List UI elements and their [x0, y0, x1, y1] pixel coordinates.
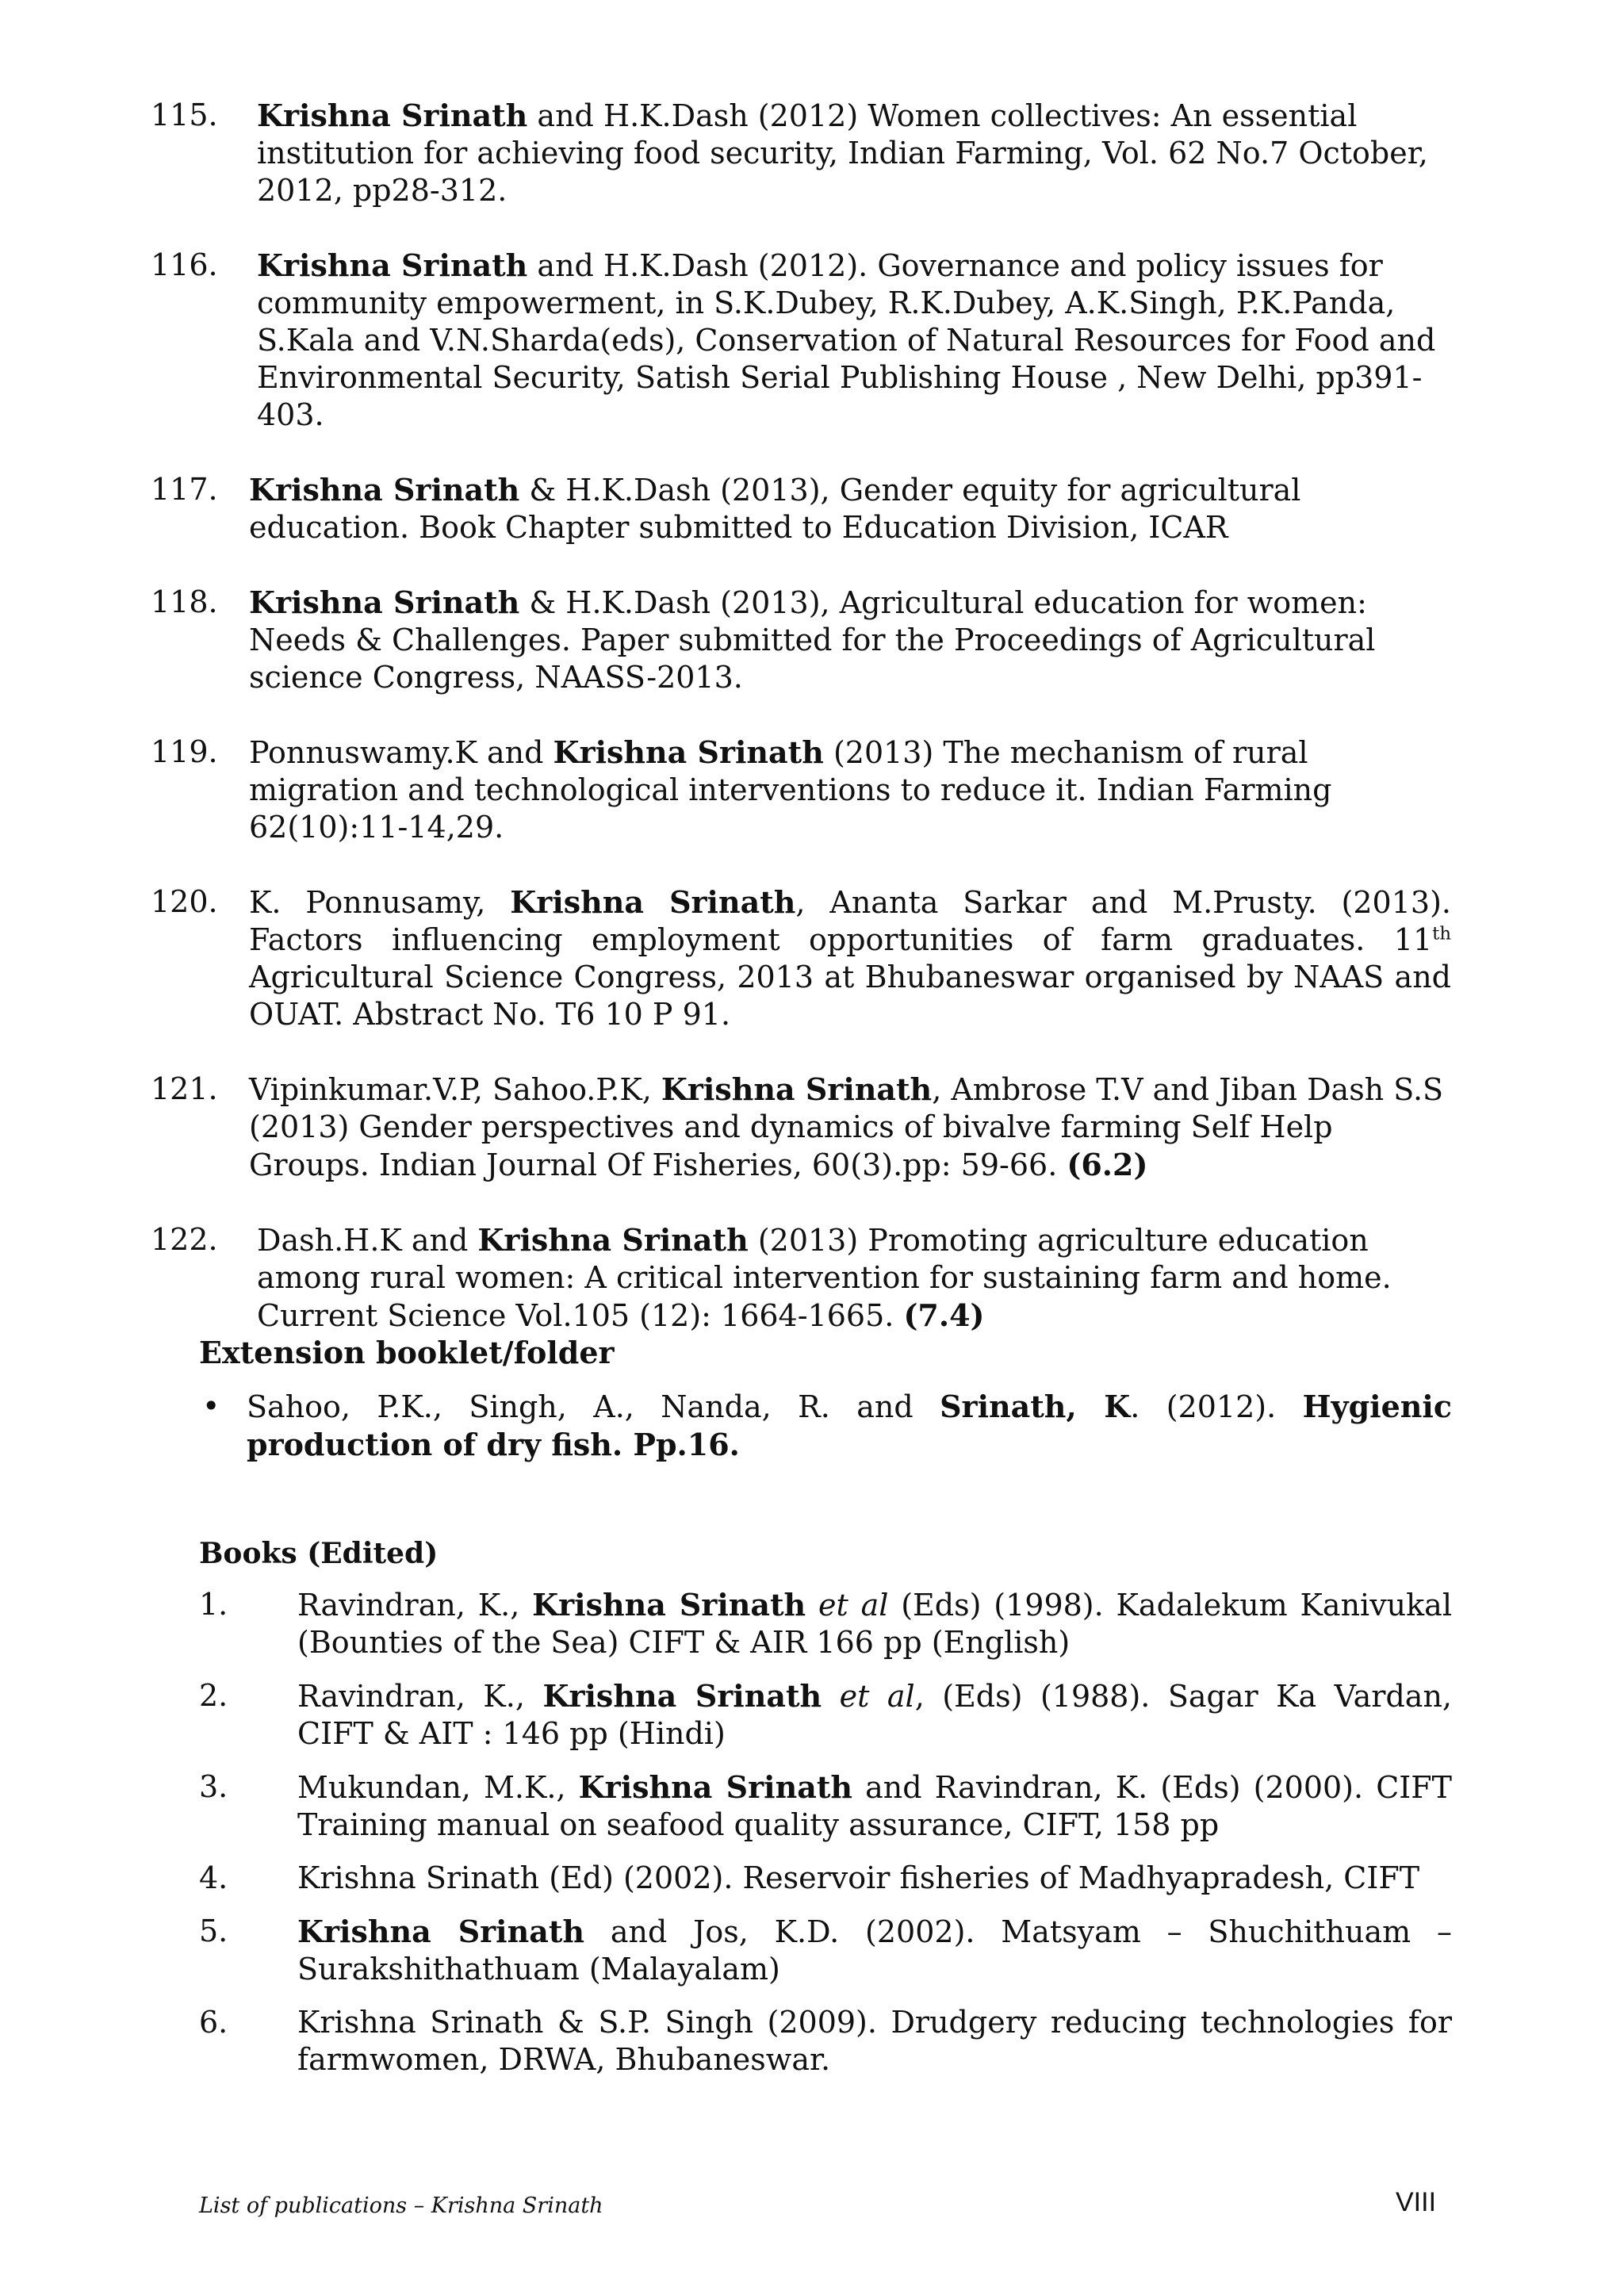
book-number: 3. [199, 1769, 228, 1804]
impact-factor: (6.2) [1067, 1147, 1148, 1182]
books-list [199, 1586, 1452, 2094]
author-name: Krishna Srinath [249, 584, 520, 620]
book-number: 2. [199, 1678, 228, 1713]
reference-number: 122. [151, 1222, 218, 1257]
book-item: 6. Krishna Srinath & S.P. Singh (2009). Drudgery reducing technologies for farmwomen, DRWA, Bhubaneswar. [199, 2005, 1452, 2077]
author-name: Krishna Srinath [297, 1914, 585, 1949]
author-name: Krishna Srinath [249, 472, 520, 508]
author-name: Krishna Srinath [477, 1222, 749, 1258]
reference-number: 121. [151, 1071, 218, 1106]
book-item: 4. Krishna Srinath (Ed) (2002). Reservoir fisheries of Madhyapradesh, CIFT [199, 1860, 1420, 1895]
reference-text: Krishna Srinath and H.K.Dash (2012). Governance and policy issues for community empowerment, in S.K.Dubey, R.K.Dubey, A.K.Singh, P.K.Panda, S.Kala and V.N.Sharda(eds), Conservation of Natural Resources for Food and Environmental Security, Satish Serial Publishing House , New Delhi, pp391-403. [257, 247, 1436, 432]
reference-item [151, 584, 1451, 696]
reference-text: Vipinkumar.V.P, Sahoo.P.K, Krishna Srinath, Ambrose T.V and Jiban Dash S.S (2013) Gender perspectives and dynamics of bivalve farming Self Help Groups. Indian Journal Of Fisheries, 60(3).pp: 59-66. (6.2) [249, 1071, 1444, 1182]
reference-number: 116. [151, 247, 218, 282]
reference-item [151, 1071, 1451, 1184]
reference-number: 115. [151, 98, 218, 132]
book-item: 2. Ravindran, K., Krishna Srinath et al, (Eds) (1988). Sagar Ka Vardan, CIFT & AIT : 146 pp (Hindi) [199, 1678, 1452, 1751]
author-name: Srinath, K [940, 1389, 1131, 1424]
reference-number: 118. [151, 584, 218, 619]
book-number: 1. [199, 1587, 228, 1622]
author-name: Krishna Srinath [257, 247, 528, 283]
book-number: 4. [199, 1860, 228, 1895]
reference-item [151, 247, 1451, 434]
reference-number: 119. [151, 734, 218, 769]
reference-item [151, 97, 1451, 209]
reference-text: Krishna Srinath & H.K.Dash (2013), Gender equity for agricultural education. Book Chapter submitted to Education Division, ICAR [249, 472, 1301, 545]
book-item: 5. Krishna Srinath and Jos, K.D. (2002). Matsyam – Shuchithuam – Surakshithathuam (Malayalam) [199, 1914, 1452, 1987]
book-item: 3. Mukundan, M.K., Krishna Srinath and Ravindran, K. (Eds) (2000). CIFT Training manual on seafood quality assurance, CIFT, 158 pp [199, 1769, 1452, 1842]
footer-caption: List of publications – Krishna Srinath [199, 2193, 603, 2218]
reference-number: 117. [151, 472, 218, 507]
book-item: 1. Ravindran, K., Krishna Srinath et al (Eds) (1998). Kadalekum Kanivukal (Bounties of the Sea) CIFT & AIR 166 pp (English) [199, 1587, 1452, 1660]
author-name: Krishna Srinath [532, 1587, 806, 1623]
extension-item: • Sahoo, P.K., Singh, A., Nanda, R. and Srinath, K. (2012). Hygienic production of dry fish. Pp.16. [202, 1389, 1452, 1462]
reference-item [151, 883, 1451, 1033]
reference-text: K. Ponnusamy, Krishna Srinath, Ananta Sarkar and M.Prusty. (2013). Factors influencing employment opportunities of farm graduates. 11th Agricultural Science Congress, 2013 at Bhubaneswar organised by NAAS and OUAT. Abstract No. T6 10 P 91. [249, 884, 1451, 1032]
book-number: 6. [199, 2005, 228, 2040]
reference-number: 120. [151, 884, 218, 919]
section-heading-extension: Extension booklet/folder [199, 1335, 615, 1370]
reference-text: Ponnuswamy.K and Krishna Srinath (2013) The mechanism of rural migration and technological interventions to reduce it. Indian Farming 62(10):11-14,29. [249, 734, 1332, 845]
reference-text: Krishna Srinath and H.K.Dash (2012) Women collectives: An essential institution for achieving food security, Indian Farming, Vol. 62 No.7 October, 2012, pp28-312. [257, 98, 1428, 208]
book-number: 5. [199, 1914, 228, 1948]
booklet-title: Hygienic production of dry fish. Pp.16. [247, 1389, 1452, 1462]
reference-text: Krishna Srinath & H.K.Dash (2013), Agricultural education for women: Needs & Challenges. Paper submitted for the Proceedings of Agricultural science Congress, NAASS-2013. [249, 584, 1376, 695]
page-number: VIII [1396, 2187, 1437, 2217]
author-name: Krishna Srinath [257, 98, 528, 133]
author-name: Krishna Srinath [553, 734, 824, 770]
impact-factor: (7.4) [903, 1297, 985, 1333]
reference-text: Dash.H.K and Krishna Srinath (2013) Promoting agriculture education among rural women: A critical intervention for sustaining farm and home. Current Science Vol.105 (12): 1664-1665. (7.4) [257, 1222, 1392, 1333]
reference-item [151, 734, 1451, 846]
author-name: Krishna Srinath [542, 1678, 822, 1714]
author-name: Krishna Srinath [510, 884, 796, 920]
references-list [151, 97, 1451, 1372]
author-name: Krishna Srinath [661, 1071, 933, 1107]
bullet-icon: • [202, 1389, 220, 1423]
reference-item [151, 1221, 1451, 1335]
reference-item [151, 471, 1451, 546]
section-heading-books: Books (Edited) [199, 1537, 439, 1570]
author-name: Krishna Srinath [578, 1769, 853, 1805]
